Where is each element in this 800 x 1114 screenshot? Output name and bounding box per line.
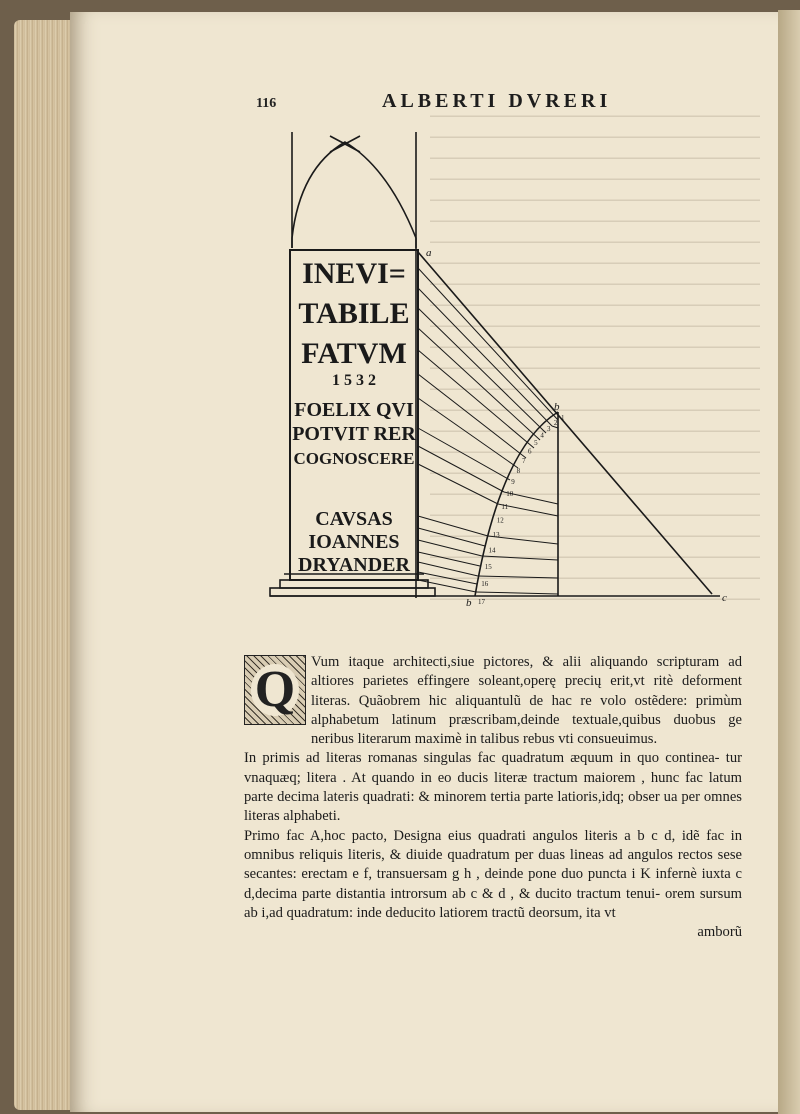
page-header: [256, 90, 686, 114]
inscription-line: IOANNES: [308, 531, 400, 553]
inscription-line: INEVI=: [302, 257, 406, 290]
base-2: [270, 588, 435, 596]
folio-number: 116: [256, 96, 277, 111]
arc-number: 12: [496, 516, 504, 525]
arc-number: 10: [506, 489, 514, 498]
base-1: [280, 580, 428, 588]
woodcut-figure: [260, 128, 740, 618]
inscription-line: 1 5 3 2: [332, 372, 376, 389]
arc-number: 2: [553, 418, 558, 427]
arc-number: 15: [484, 562, 492, 571]
hypotenuse: [418, 252, 712, 594]
inscription-line: FATVM: [301, 337, 407, 370]
arch-cross: [330, 136, 360, 152]
inscription-line: DRYANDER: [298, 554, 410, 576]
paragraph: [244, 653, 742, 749]
decorated-initial: [244, 655, 306, 725]
initial-letter: Q: [251, 664, 299, 716]
arch: [292, 142, 416, 248]
arc-number: 13: [492, 531, 500, 539]
arc-number: 5: [534, 439, 538, 447]
arc-number: 7: [522, 456, 526, 465]
arc-number: 3: [547, 424, 551, 433]
inscription: [292, 257, 416, 576]
arc-number: 14: [488, 546, 496, 555]
arc-number: 9: [511, 478, 515, 486]
inscription-line: POTVIT RER: [292, 423, 416, 445]
body-text: [244, 653, 742, 942]
label-b: b: [554, 401, 560, 413]
catchword: amborũ: [697, 924, 742, 941]
label-a: a: [426, 247, 432, 259]
paragraph: In primis ad literas romanas singulas fac quadratum æquum in quo continea- tur vnaquæq; litera . At quando in eo ducis literæ tractum maiorem , hunc fac latum parte decima lateris quadrati: & minorem tertia parte latioris,idq; obser ua per omnes literas alphabeti.: [244, 750, 742, 825]
paragraph-text: Vum itaque architecti,siue pictores, & alii aliquando scripturam ad altiores parietes effingere soleant,operę precių erit,vt ritè deforment literas. Quãobrem hic aliquantulũ de hac re volo ostẽdere: primùm alphabetum latinum præscribam,deinde textuale,quibus duobus ge neribus literarum maximè in talibus rebus vti consueuimus.: [311, 654, 742, 748]
arc-number: 8: [516, 466, 521, 475]
right-page-edge: [778, 10, 800, 1114]
label-c: c: [722, 592, 727, 604]
label-b-left: b: [466, 597, 472, 609]
inscription-line: COGNOSCERE: [293, 449, 415, 468]
paragraph: Primo fac A,hoc pacto, Designa eius quadrati angulos literis a b c d, idẽ fac in omnibus reliquis literis, & diuide quadratum per duas lineas ad angulos rectos sese secantes: erectam e f, transuersam g h , deinde pone duo puncta i K infernè iuxta c d,decima parte distantia introrsum ab c & d , & ducito tractum tenui- orem sursum ab i,ad quadratum: inde deducito latiorem tractũ deorsum, ita vt: [244, 827, 742, 921]
arc-number: 16: [481, 579, 489, 588]
arc-number: 6: [528, 447, 532, 456]
inscription-line: FOELIX QVI: [294, 399, 414, 421]
arc-number: 11: [501, 502, 509, 511]
inscription-line: TABILE: [298, 297, 410, 330]
arc-number: 17: [478, 598, 485, 606]
arc-number: 4: [540, 431, 544, 440]
arc-number: 1: [561, 414, 565, 422]
running-title: ALBERTI DVRERI: [382, 90, 612, 112]
inscription-line: CAVSAS: [315, 508, 393, 530]
figure-labels: [426, 247, 727, 609]
